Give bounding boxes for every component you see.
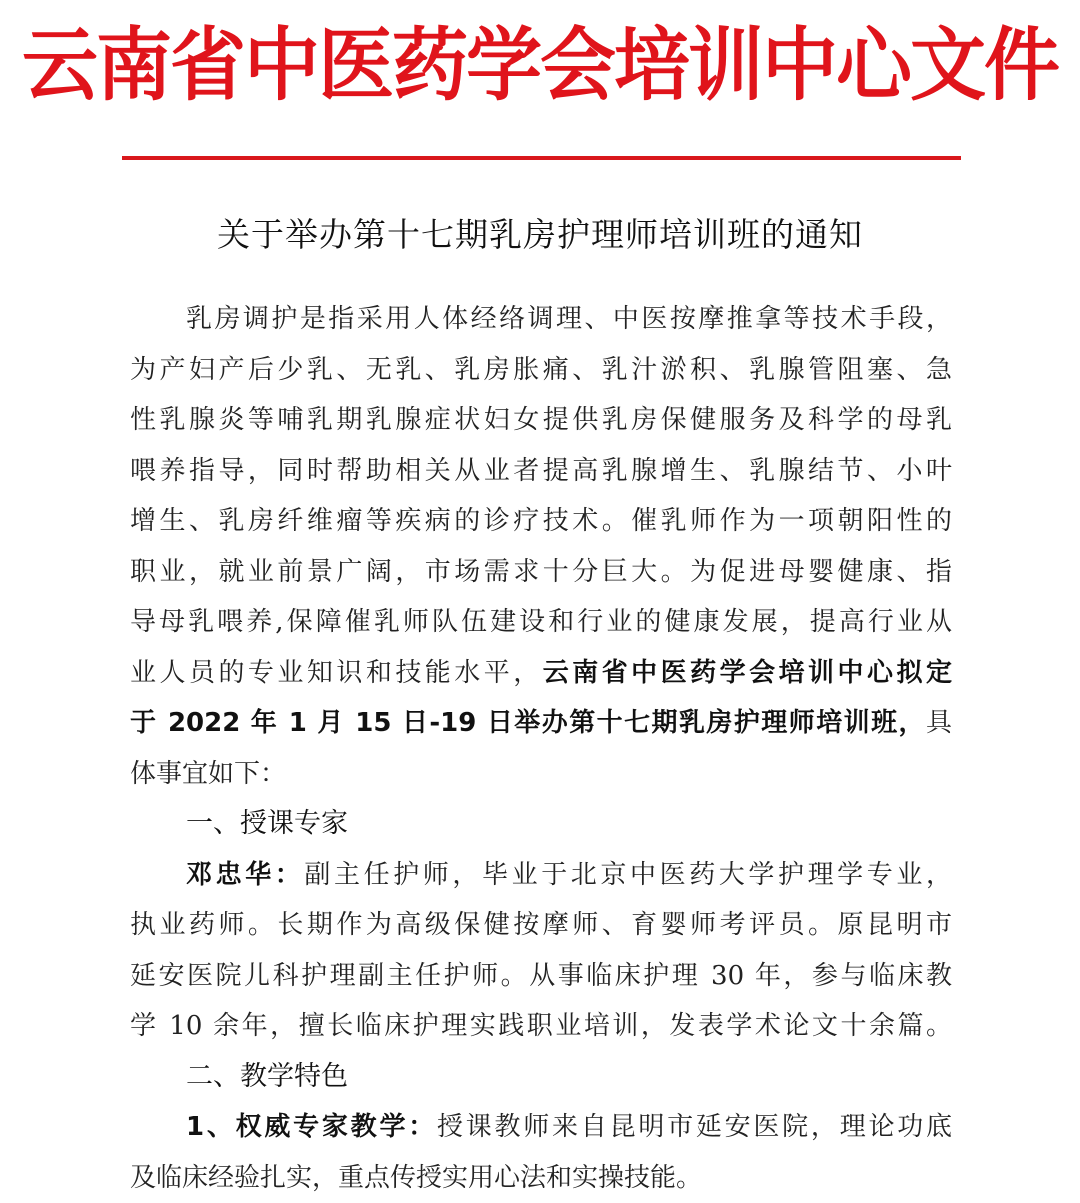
feature-text: 授课教师来自昆明市延安医院，理论功底: [437, 1112, 952, 1142]
feature-label: 1、权威专家教学：: [186, 1112, 437, 1142]
expert-line: 学 10 余年，擅长临床护理实践职业培训，发表学术论文十余篇。: [130, 1001, 952, 1052]
intro-line: 为产妇产后少乳、无乳、乳房胀痛、乳汁淤积、乳腺管阻塞、急: [130, 345, 952, 396]
intro-line: 体事宜如下：: [130, 749, 952, 800]
intro-line: 职业，就业前景广阔，市场需求十分巨大。为促进母婴健康、指: [130, 547, 952, 598]
expert-name: 邓忠华：: [186, 860, 304, 890]
feature-line: 及临床经验扎实，重点传授实用心法和实操技能。: [130, 1153, 952, 1203]
intro-line: 喂养指导，同时帮助相关从业者提高乳腺增生、乳腺结节、小叶: [130, 446, 952, 497]
intro-line: 乳房调护是指采用人体经络调理、中医按摩推拿等技术手段，: [130, 294, 952, 345]
intro-text: 业人员的专业知识和技能水平，: [130, 658, 543, 688]
feature-line: [130, 1102, 952, 1153]
section-heading-experts: 一、授课专家: [130, 799, 952, 850]
event-date-highlight: 于 2022 年 1 月 15 日-19 日举办第十七期乳房护理师培训班，: [130, 708, 926, 738]
section-heading-features: 二、教学特色: [130, 1052, 952, 1103]
intro-line: 性乳腺炎等哺乳期乳腺症状妇女提供乳房保健服务及科学的母乳: [130, 395, 952, 446]
expert-line: 延安医院儿科护理副主任护师。从事临床护理 30 年，参与临床教: [130, 951, 952, 1002]
document-title: 关于举办第十七期乳房护理师培训班的通知: [0, 210, 1080, 260]
organizer-highlight: 云南省中医药学会培训中心拟定: [543, 658, 952, 688]
document-body: [130, 294, 952, 1203]
intro-line: [130, 648, 952, 699]
intro-text: 具: [926, 708, 952, 738]
masthead-title: 云南省中医药学会培训中心文件: [0, 7, 1080, 123]
expert-line: 执业药师。长期作为高级保健按摩师、育婴师考评员。原昆明市: [130, 900, 952, 951]
intro-line: [130, 698, 952, 749]
masthead-red-rule: [122, 156, 961, 160]
expert-text: 副主任护师，毕业于北京中医药大学护理学专业，: [304, 860, 952, 890]
expert-line: [130, 850, 952, 901]
intro-line: 导母乳喂养,保障催乳师队伍建设和行业的健康发展，提高行业从: [130, 597, 952, 648]
intro-line: 增生、乳房纤维瘤等疾病的诊疗技术。催乳师作为一项朝阳性的: [130, 496, 952, 547]
